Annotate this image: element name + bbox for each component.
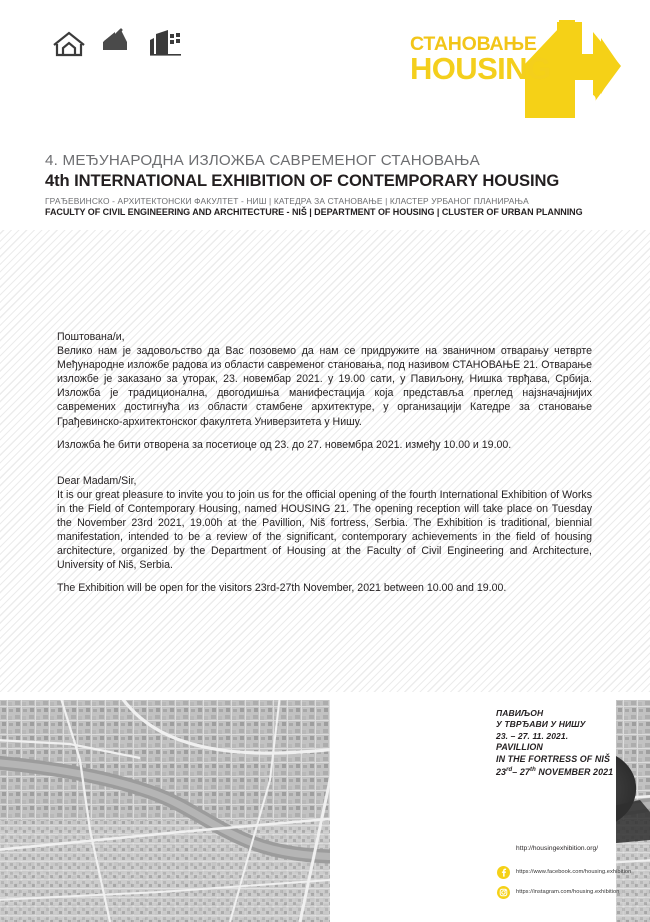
title-latin: 4th INTERNATIONAL EXHIBITION OF CONTEMPORARY HOUSING xyxy=(45,171,560,190)
buildings-icon xyxy=(148,28,182,58)
serbian-greeting: Поштована/и, xyxy=(57,331,125,343)
facebook-row[interactable] xyxy=(497,862,650,882)
venue-date-end-sup: th xyxy=(529,767,536,774)
serbian-paragraph: Велико нам је задовољство да Вас позовемо да нам се придружите на званичном отварању четврте Међународне изложбе радова из области савременог становања, под називом СТАНОВАЊЕ 21. Отварање изложбе је заказано за уторак, 23. новембар 2021. у 19.00 сати, у Павиљону, Нишка тврђава, Србија. Изложба је традиционална, двогодишња манифестација која представља преглед најзначајнијих савремених достигнућа из области стамбене архитектуре, у организацији Катедре за становање Грађевинско-архитектонског факултета Универзитета у Нишу. xyxy=(57,345,592,428)
english-greeting: Dear Madam/Sir, xyxy=(57,474,137,487)
logo-year: 21 xyxy=(581,89,610,119)
logo-latin-text: HOUSING xyxy=(410,50,551,86)
website-url[interactable]: http://housingexhibition.org/ xyxy=(516,844,599,852)
housing-logo xyxy=(397,18,622,122)
serbian-closing: Изложба ће бити отворена за посетиоце од 23. до 27. новембра 2021. између 10.00 и 19.00. xyxy=(57,438,512,451)
venue-line-2: У ТВРЂАВИ У НИШУ xyxy=(496,719,586,730)
english-closing: The Exhibition will be open for the visitors 23rd-27th November, 2021 between 10.00 and 19.00. xyxy=(57,582,507,595)
venue-line-1: ПАВИЉОН xyxy=(496,708,544,718)
contact-links xyxy=(497,838,650,902)
logo-cyrillic-text: СТАНОВАЊЕ xyxy=(410,33,537,55)
venue-date-start: 23 xyxy=(496,767,507,777)
logo-wordmark xyxy=(410,33,551,86)
house-outline-icon xyxy=(52,30,86,58)
venue-date-start-sup: rd xyxy=(506,767,513,774)
facebook-url[interactable]: https://www.facebook.com/housing.exhibition xyxy=(516,869,632,875)
website-row[interactable] xyxy=(516,838,650,858)
english-paragraph: It is our great pleasure to invite you to join us for the official opening of the fourth International Exhibition of Works in the Field of Contemporary Housing, named HOUSING 21. The opening reception will take place on Tuesday the November 23rd 2021, 19.00h at the Pavillion, Niš fortress, Serbia. The Exhibition is traditional, biennial manifestation, intended to be a review of the significant, contemporary achievements in the field of housing architecture, organized by the Department of Housing at the Faculty of Civil Engineering and Architecture, University of Niš, Serbia. xyxy=(57,488,592,572)
subtitle-cyrillic: ГРАЂЕВИНСКО - АРХИТЕКТОНСКИ ФАКУЛТЕТ - НИШ | КАТЕДРА ЗА СТАНОВАЊЕ | КЛАСТЕР УРБАНОГ ПЛАНИРАЊА xyxy=(45,196,529,206)
arrow-building-icon xyxy=(100,28,134,58)
title-block xyxy=(45,152,607,217)
instagram-icon[interactable] xyxy=(497,886,510,899)
venue-date-mid: – 27 xyxy=(512,767,530,777)
venue-info xyxy=(496,708,650,778)
venue-line-5: IN THE FORTRESS OF NIŠ xyxy=(496,753,610,764)
venue-date-month: NOVEMBER 2021 xyxy=(535,767,614,777)
subtitle-latin: FACULTY OF CIVIL ENGINEERING AND ARCHITECTURE - NIŠ | DEPARTMENT OF HOUSING | CLUSTER OF URBAN PLANNING xyxy=(45,207,583,217)
instagram-row[interactable] xyxy=(497,882,650,902)
venue-line-4: PAVILLION xyxy=(496,742,543,753)
instagram-url[interactable]: https://instagram.com/housing.exhibition xyxy=(516,889,620,895)
header-icon-group xyxy=(52,28,182,58)
venue-line-3: 23. – 27. 11. 2021. xyxy=(496,730,569,741)
facebook-icon[interactable] xyxy=(497,866,510,879)
venue-line-6 xyxy=(496,765,650,778)
title-cyrillic: 4. МЕЂУНАРОДНА ИЗЛОЖБА САВРЕМЕНОГ СТАНОВАЊА xyxy=(45,152,480,169)
letter-body xyxy=(57,330,592,596)
